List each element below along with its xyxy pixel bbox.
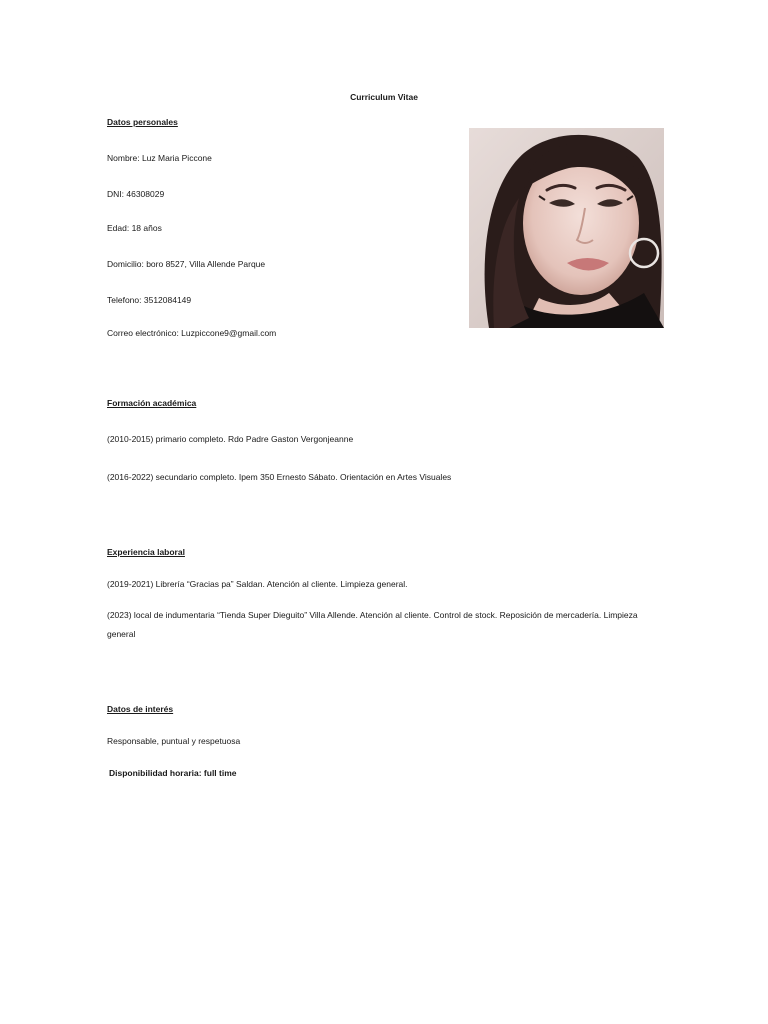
education-item-2: (2016-2022) secundario completo. Ipem 350 Ernesto Sábato. Orientación en Artes Visuales [107,472,452,482]
section-heading-interests: Datos de interés [107,704,174,714]
section-heading-personal: Datos personales [107,117,178,127]
profile-photo-icon [469,128,664,328]
personal-dni: DNI: 46308029 [107,189,165,199]
section-heading-education: Formación académica [107,398,197,408]
education-item-1: (2010-2015) primario completo. Rdo Padre Gaston Vergonjeanne [107,434,354,444]
document-title: Curriculum Vitae [350,92,418,102]
profile-photo [469,128,664,328]
personal-phone: Telefono: 3512084149 [107,295,192,305]
personal-address: Domicilio: boro 8527, Villa Allende Parque [107,259,266,269]
section-heading-experience: Experiencia laboral [107,547,185,557]
interest-availability: Disponibilidad horaria: full time [109,768,237,778]
personal-name: Nombre: Luz Maria Piccone [107,153,212,163]
personal-age: Edad: 18 años [107,223,162,233]
experience-item-1: (2019-2021) Librería “Gracias pa” Saldan. Atención al cliente. Limpieza general. [107,579,408,589]
interest-traits: Responsable, puntual y respetuosa [107,736,241,746]
experience-item-2: (2023) local de indumentaria “Tienda Super Dieguito” Villa Allende. Atención al cliente. Control de stock. Reposición de mercadería. Limpieza general [107,610,638,639]
personal-email: Correo electrónico: Luzpiccone9@gmail.com [107,328,277,338]
